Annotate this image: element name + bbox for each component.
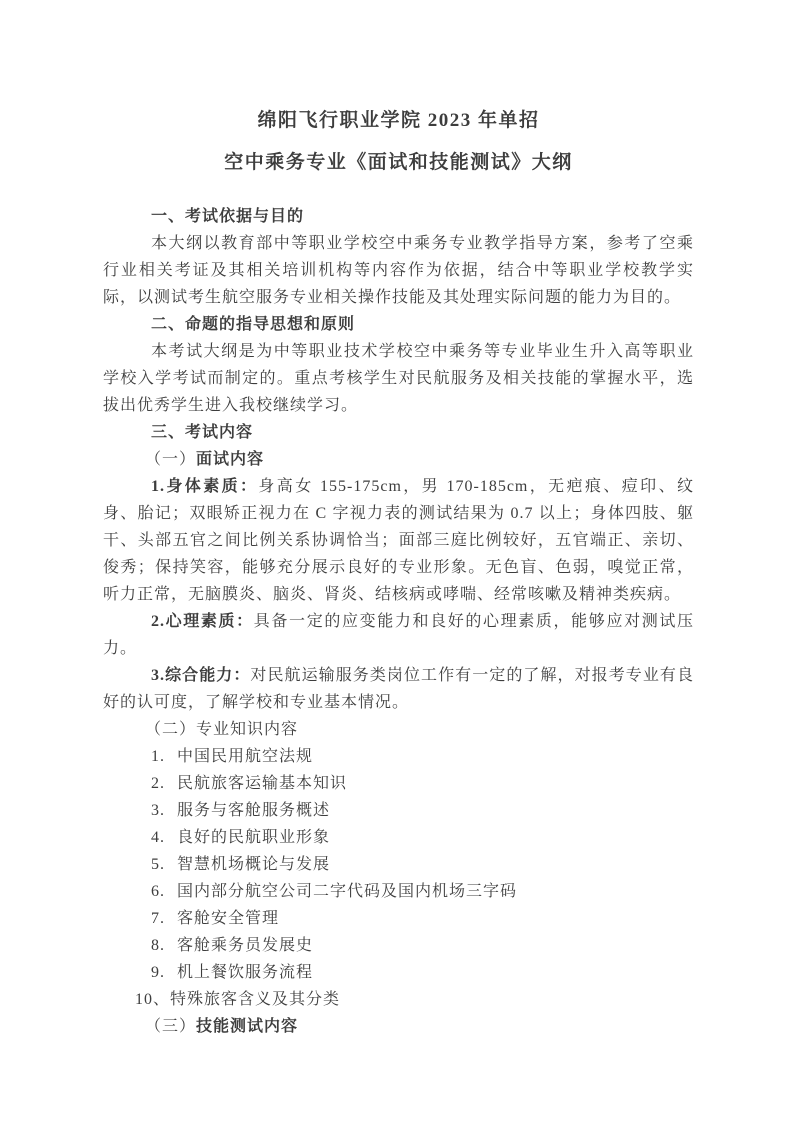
list-item <box>151 824 694 851</box>
list-item-number: 2. <box>151 775 165 792</box>
section3-heading: 三、考试内容 <box>151 424 254 441</box>
list-item <box>151 797 694 824</box>
subsection3-heading <box>103 1013 694 1040</box>
section1-heading: 一、考试依据与目的 <box>151 208 305 225</box>
subsection3-label: 技能测试内容 <box>196 1018 299 1035</box>
mental-quality-lead: 2.心理素质： <box>151 613 254 630</box>
section1-paragraph: 本大纲以教育部中等职业学校空中乘务专业教学指导方案，参考了空乘行业相关考证及其相关培训机构等内容作为依据，结合中等职业学校教学实际，以测试考生航空服务专业相关操作技能及其处理实际问题的能力为目的。 <box>103 235 694 306</box>
list-item-number: 4. <box>151 829 165 846</box>
mental-quality-text: 具备一定的应变能力和良好的心理素质，能够应对测试压力。 <box>103 613 694 657</box>
subsection1-prefix: （一） <box>145 451 197 468</box>
subsection3-prefix: （三） <box>145 1018 197 1035</box>
list-item <box>151 959 694 986</box>
list-item-number: 7. <box>151 910 165 927</box>
list-item-text: 机上餐饮服务流程 <box>177 964 314 981</box>
list-item-text: 良好的民航职业形象 <box>177 829 331 846</box>
list-item <box>135 986 694 1013</box>
mental-quality-paragraph <box>103 608 694 662</box>
physical-quality-paragraph <box>103 473 694 608</box>
list-item-text: 服务与客舱服务概述 <box>177 802 331 819</box>
subsection1-label: 面试内容 <box>196 451 265 468</box>
list-item-number: 5. <box>151 856 165 873</box>
list-item <box>151 932 694 959</box>
section2-heading: 二、命题的指导思想和原则 <box>151 316 356 333</box>
list-item-number: 3. <box>151 802 165 819</box>
list-item <box>151 743 694 770</box>
subsection2-heading <box>103 716 694 743</box>
knowledge-list <box>103 743 694 1013</box>
list-item-text: 客舱乘务员发展史 <box>177 937 314 954</box>
list-item-text: 中国民用航空法规 <box>177 748 314 765</box>
list-item-number: 6. <box>151 883 165 900</box>
list-item <box>151 770 694 797</box>
list-item-text: 智慧机场概论与发展 <box>177 856 331 873</box>
section2-paragraph: 本考试大纲是为中等职业技术学校空中乘务等专业毕业生升入高等职业学校入学考试而制定的。重点考核学生对民航服务及相关技能的掌握水平，选拔出优秀学生进入我校继续学习。 <box>103 343 694 414</box>
physical-quality-text: 身高女 155-175cm，男 170-185cm，无疤痕、痘印、纹身、胎记；双眼矫正视力在 C 字视力表的测试结果为 0.7 以上；身体四肢、躯干、头部五官之间比例关系协调恰当；面部三庭比例较好，五官端正、亲切、俊秀；保持笑容，能够充分展示良好的专业形象。无色盲、色弱，嗅觉正常，听力正常，无脑膜炎、脑炎、肾炎、结核病或哮喘、经常咳嗽及精神类疾病。 <box>103 478 694 603</box>
subsection2-label: 专业知识内容 <box>196 721 299 738</box>
physical-quality-lead: 1.身体素质： <box>151 478 259 495</box>
list-item <box>151 905 694 932</box>
list-item-number: 8. <box>151 937 165 954</box>
list-item-text: 民航旅客运输基本知识 <box>177 775 348 792</box>
list-item-number: 1. <box>151 748 165 765</box>
comprehensive-ability-text: 对民航运输服务类岗位工作有一定的了解，对报考专业有良好的认可度，了解学校和专业基本情况。 <box>103 667 694 711</box>
document-title-line1: 绵阳飞行职业学院 2023 年单招 <box>257 110 540 131</box>
comprehensive-ability-paragraph <box>103 662 694 716</box>
list-item-number: 9. <box>151 964 165 981</box>
document-title <box>103 100 694 184</box>
subsection2-prefix: （二） <box>145 721 197 738</box>
list-item <box>151 878 694 905</box>
list-item <box>151 851 694 878</box>
subsection1-heading <box>103 446 694 473</box>
list-item-text: 特殊旅客含义及其分类 <box>170 991 341 1008</box>
list-item-number: 10、 <box>135 991 171 1008</box>
document-title-line2: 空中乘务专业《面试和技能测试》大纲 <box>224 152 573 173</box>
comprehensive-ability-lead: 3.综合能力： <box>151 667 251 684</box>
list-item-text: 客舱安全管理 <box>177 910 280 927</box>
document-content <box>103 203 694 1040</box>
list-item-text: 国内部分航空公司二字代码及国内机场三字码 <box>177 883 518 900</box>
